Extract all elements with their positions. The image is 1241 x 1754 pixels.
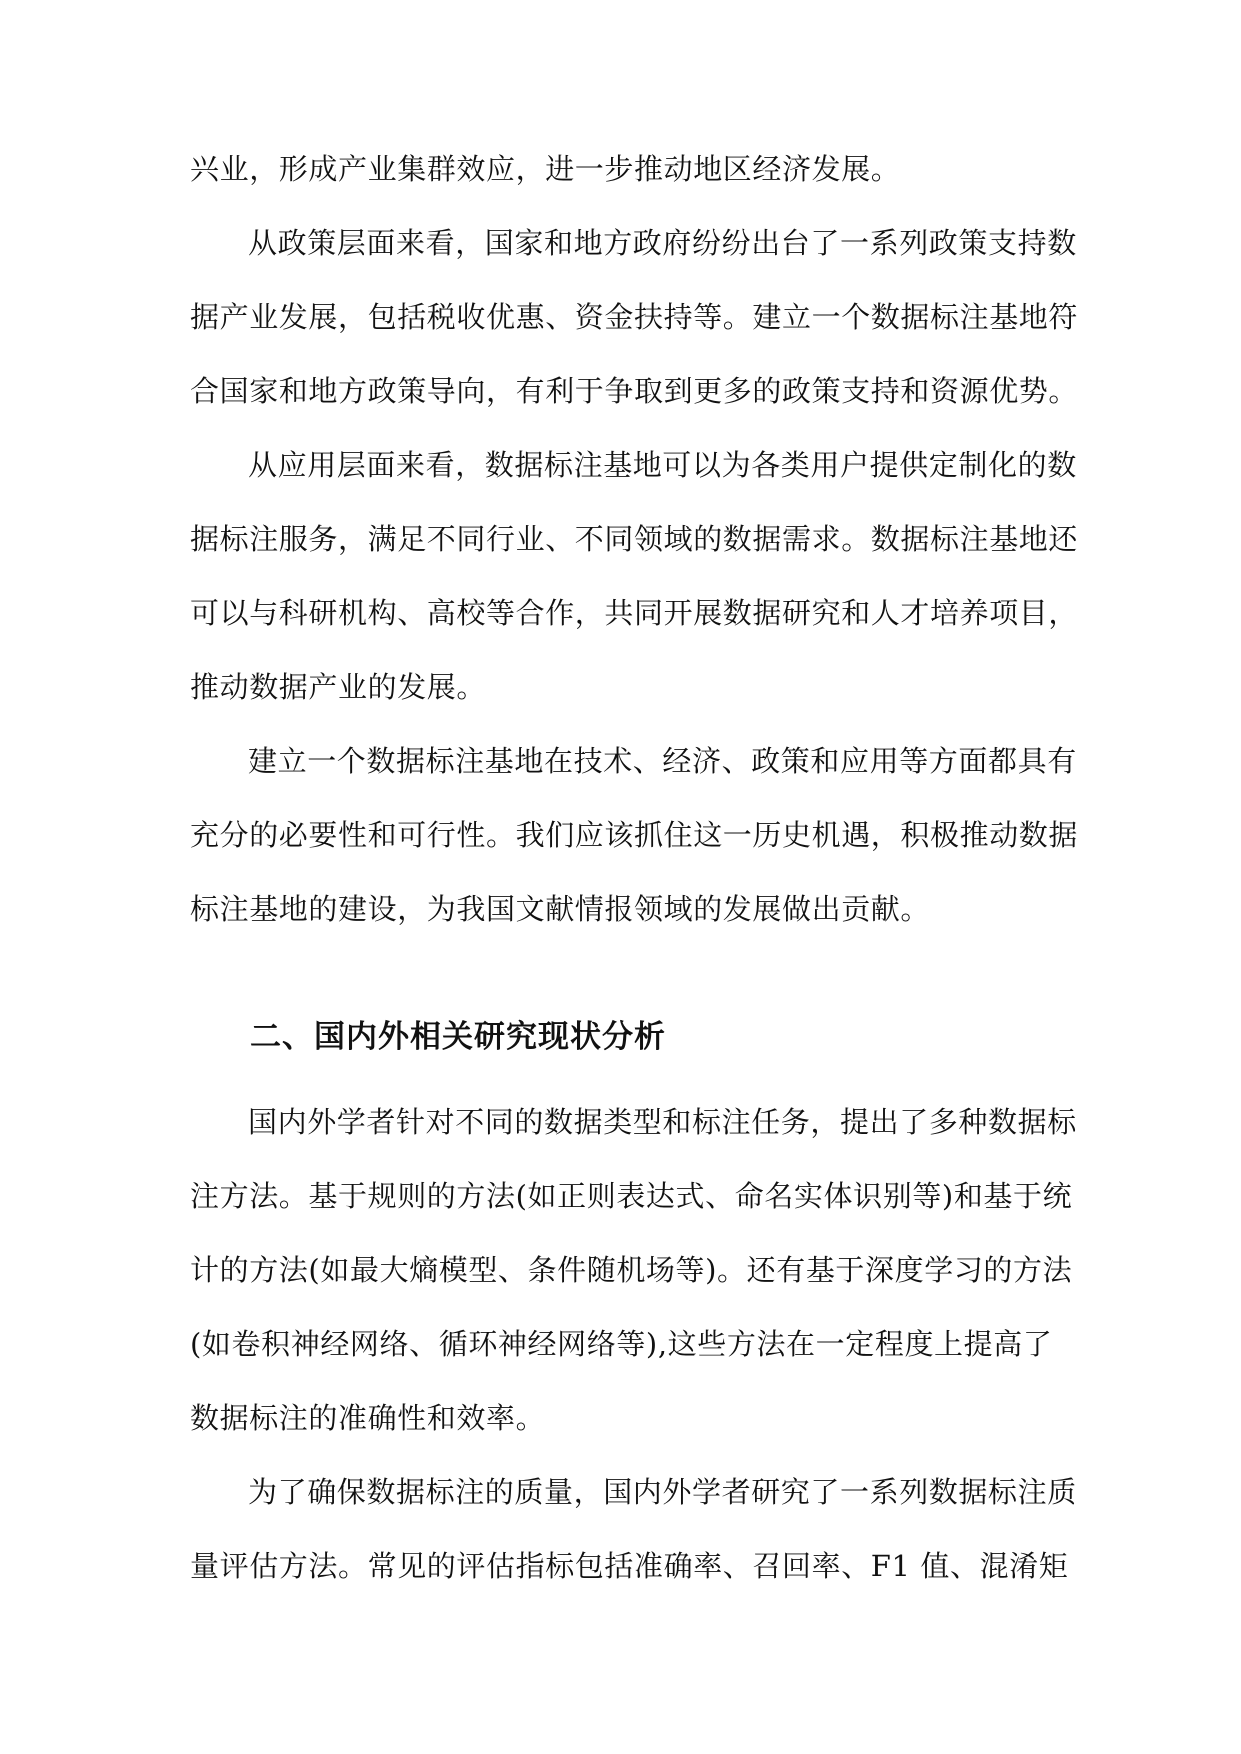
paragraph-line: (如卷积神经网络、循环神经网络等),这些方法在一定程度上提高了 (190, 1327, 1053, 1361)
paragraph-line: 国内外学者针对不同的数据类型和标注任务，提出了多种数据标 (248, 1105, 1077, 1139)
paragraph-line: 合国家和地方政策导向，有利于争取到更多的政策支持和资源优势。 (190, 374, 1079, 408)
paragraph-line: 标注基地的建设，为我国文献情报领域的发展做出贡献。 (190, 892, 931, 926)
paragraph-line: 可以与科研机构、高校等合作，共同开展数据研究和人才培养项目， (190, 596, 1079, 630)
paragraph-line: 据标注服务，满足不同行业、不同领域的数据需求。数据标注基地还 (190, 522, 1079, 556)
paragraph-line: 充分的必要性和可行性。我们应该抓住这一历史机遇，积极推动数据 (190, 818, 1079, 852)
section-body-2 (190, 1085, 1077, 1603)
paragraph-line: 注方法。基于规则的方法(如正则表达式、命名实体识别等)和基于统 (190, 1179, 1073, 1213)
paragraph-line: 建立一个数据标注基地在技术、经济、政策和应用等方面都具有 (248, 744, 1077, 778)
section-body-1 (190, 132, 1079, 946)
paragraph-line: 计的方法(如最大熵模型、条件随机场等)。还有基于深度学习的方法 (190, 1253, 1073, 1287)
section-heading: 二、国内外相关研究现状分析 (250, 1019, 666, 1055)
paragraph-line: 为了确保数据标注的质量，国内外学者研究了一系列数据标注质 (248, 1475, 1077, 1509)
paragraph-line: 据产业发展，包括税收优惠、资金扶持等。建立一个数据标注基地符 (190, 300, 1079, 334)
paragraph-line: 数据标注的准确性和效率。 (190, 1401, 546, 1435)
paragraph-line: 从应用层面来看，数据标注基地可以为各类用户提供定制化的数 (248, 448, 1077, 482)
paragraph-line: 兴业，形成产业集群效应，进一步推动地区经济发展。 (190, 152, 901, 186)
paragraph-line: 推动数据产业的发展。 (190, 670, 487, 704)
paragraph-line: 从政策层面来看，国家和地方政府纷纷出台了一系列政策支持数 (248, 226, 1077, 260)
paragraph-line: 量评估方法。常见的评估指标包括准确率、召回率、F1 值、混淆矩 (190, 1549, 1069, 1583)
